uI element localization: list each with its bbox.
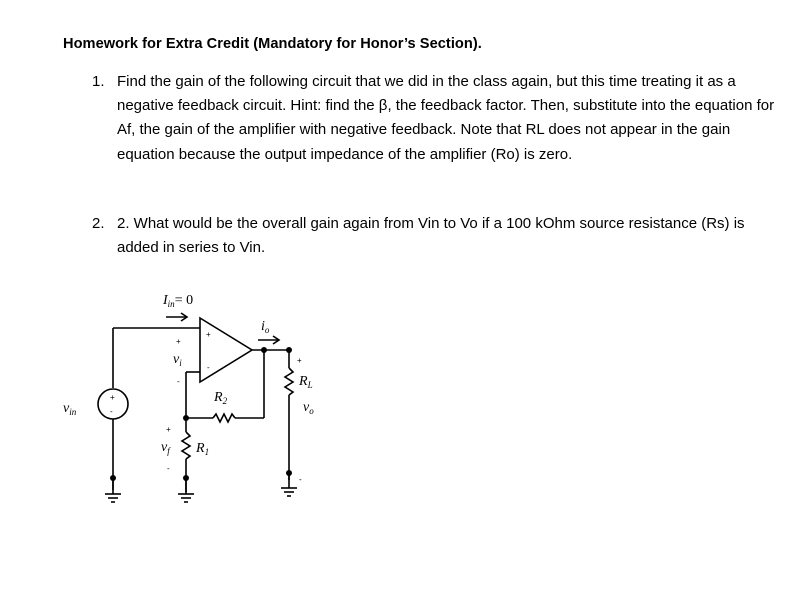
vo-plus-sign: + — [297, 356, 302, 365]
question-number: 1. — [92, 73, 105, 90]
question-number: 2. — [92, 215, 105, 232]
ground-node-dot — [286, 470, 292, 476]
opamp-plus-sign: + — [206, 330, 211, 339]
vo-label: $v_o$ — [303, 400, 314, 416]
vi-minus-sign: - — [177, 377, 180, 386]
ground-symbol — [178, 480, 194, 502]
io-label: $i_o$ — [261, 319, 270, 335]
rl-label: $R_L$ — [299, 374, 313, 390]
ground-node-dot — [110, 475, 116, 481]
ground-symbol — [281, 474, 297, 496]
vf-minus-sign: - — [167, 464, 170, 473]
resistor-r1 — [182, 432, 190, 459]
rl-node-dot — [286, 347, 292, 353]
question-text: Find the gain of the following circuit that we did in the class again, but this time treating it as a negative feedback circuit. Hint: find the β, the feedback factor. Then, substitute into the equation for Af, the gain of the amplifier with negative feedback. Note that RL does not appear in the gain equation because the output impedance of the amplifier (Ro) is zero. — [117, 73, 775, 163]
iin-arrow — [166, 313, 187, 321]
r1-label: $R_1$ — [196, 441, 210, 457]
iin-label: $I_{in}= 0$ — [163, 293, 194, 309]
io-arrow — [258, 336, 279, 344]
vf-label: $v_f$ — [161, 440, 170, 456]
output-node-dot — [261, 347, 267, 353]
vf-plus-sign: + — [166, 425, 171, 434]
vo-minus-sign: - — [299, 475, 302, 484]
homework-title: Homework for Extra Credit (Mandatory for Honor’s Section). — [63, 36, 482, 52]
ground-symbol — [105, 480, 121, 502]
resistor-rl — [285, 368, 293, 395]
vin-label: $v_{in}$ — [63, 401, 77, 417]
r2-label: $R_2$ — [214, 390, 228, 406]
source-minus-sign: - — [110, 407, 113, 416]
vi-label: $v_i$ — [173, 352, 182, 368]
source-plus-sign: + — [110, 393, 115, 402]
opamp-minus-sign: - — [207, 363, 210, 372]
feedback-node-dot — [183, 415, 189, 421]
question-text: 2. What would be the overall gain again from Vin to Vo if a 100 kOhm source resistance (Rs) is added in series to Vin. — [117, 215, 745, 257]
ground-node-dot — [183, 475, 189, 481]
resistor-r2 — [213, 414, 235, 422]
vi-plus-sign: + — [176, 337, 181, 346]
op-amp-triangle — [200, 318, 252, 382]
